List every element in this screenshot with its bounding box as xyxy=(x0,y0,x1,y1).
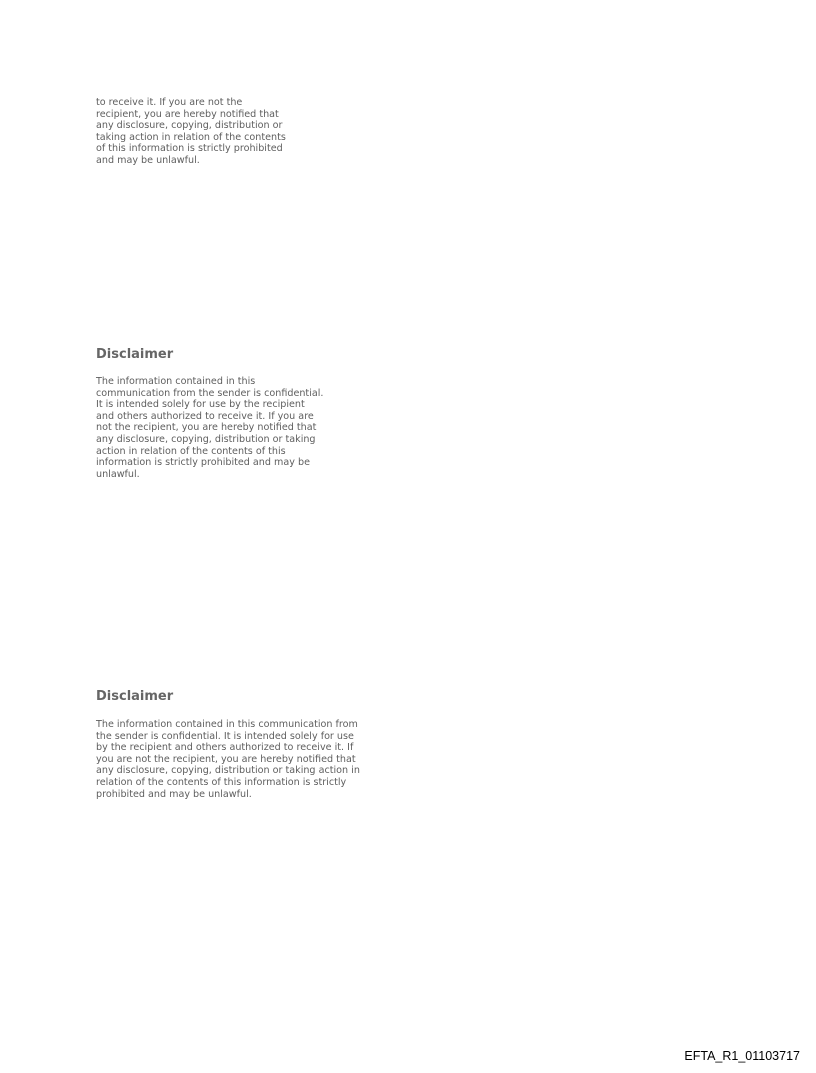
disclaimer-fragment xyxy=(96,97,286,167)
text-line: any disclosure, copying, distribution or taking action in xyxy=(96,765,360,777)
text-line: The information contained in this communication from xyxy=(96,719,358,730)
text-line: the sender is confidential. It is intended solely for use xyxy=(96,730,354,742)
disclaimer-body xyxy=(96,719,360,800)
text-line: The information contained in this xyxy=(96,376,256,387)
text-line: and may be unlawful. xyxy=(96,154,200,166)
text-line: by the recipient and others authorized to receive it. If xyxy=(96,742,354,754)
text-line: relation of the contents of this information is strictly xyxy=(96,776,347,788)
text-line: prohibited and may be unlawful. xyxy=(96,788,252,800)
text-line: action in relation of the contents of this xyxy=(96,445,286,457)
disclaimer-body xyxy=(96,376,323,480)
text-line: of this information is strictly prohibited xyxy=(96,143,283,155)
document-id-stamp: EFTA_R1_01103717 xyxy=(684,1049,800,1063)
text-line: unlawful. xyxy=(96,468,140,480)
text-line: information is strictly prohibited and may be xyxy=(96,457,310,469)
text-line: you are not the recipient, you are hereby notified that xyxy=(96,753,356,765)
text-line: communication from the sender is confidential. xyxy=(96,387,324,399)
disclaimer-section-2 xyxy=(96,689,360,800)
text-line: any disclosure, copying, distribution or taking xyxy=(96,433,316,445)
disclaimer-heading: Disclaimer xyxy=(96,347,174,362)
disclaimer-section-1 xyxy=(96,347,323,480)
disclaimer-heading: Disclaimer xyxy=(96,689,174,704)
text-line: not the recipient, you are hereby notified that xyxy=(96,422,317,434)
text-line: to receive it. If you are not the xyxy=(96,97,243,108)
text-line: and others authorized to receive it. If you are xyxy=(96,410,314,422)
text-line: recipient, you are hereby notified that xyxy=(96,108,279,120)
text-line: taking action in relation of the contents xyxy=(96,131,286,143)
text-line: It is intended solely for use by the recipient xyxy=(96,399,305,411)
text-line: any disclosure, copying, distribution or xyxy=(96,120,283,132)
disclaimer-fragment-text xyxy=(96,97,286,167)
